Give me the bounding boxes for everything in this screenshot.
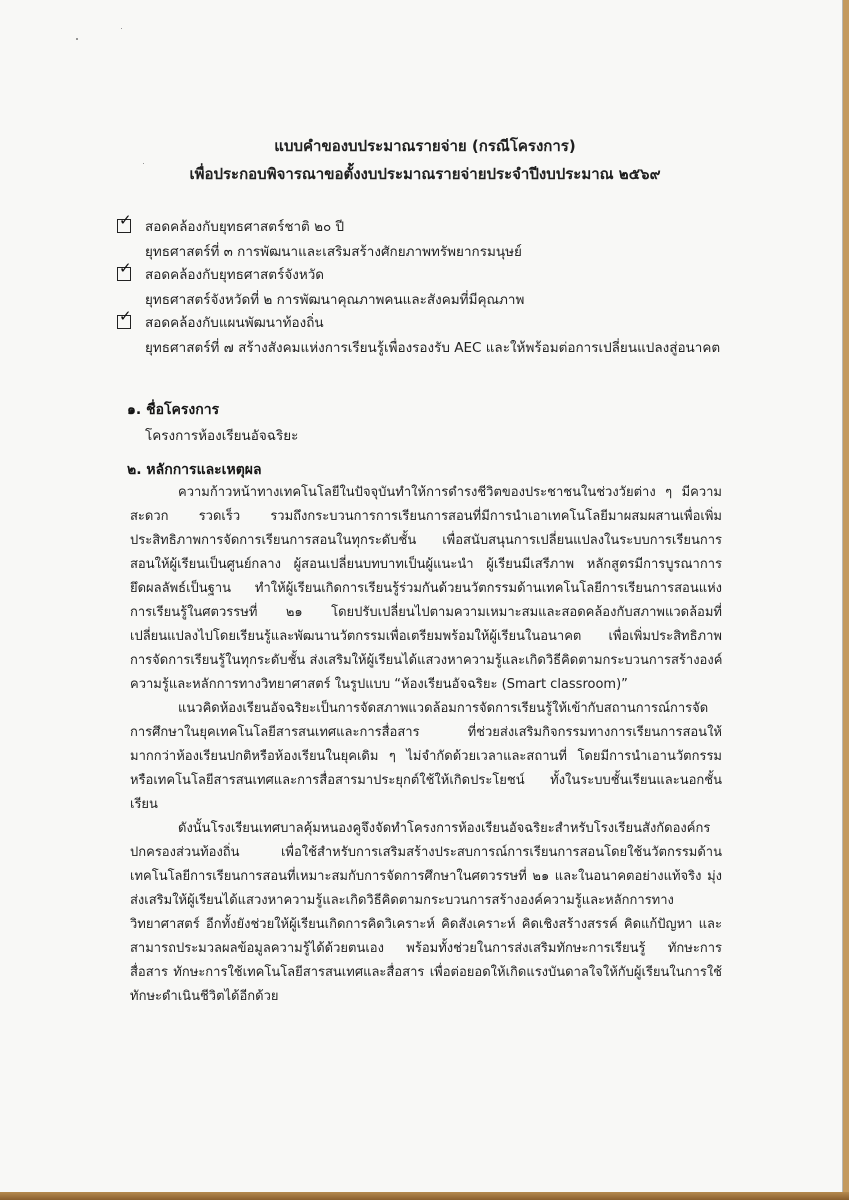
rationale-line: การศึกษาในยุคเทคโนโลยีสารสนเทศและการสื่อสาร ที่ช่วยส่งเสริมกิจกรรมทางการเรียนการสอนให้ [130, 725, 722, 740]
rationale-line: มากกว่าห้องเรียนปกติหรือห้องเรียนในยุคเดิม ๆ ไม่จำกัดด้วยเวลาและสถานที่ โดยมีการนำเอานวัตกรรม [130, 749, 722, 764]
rationale-line: ดังนั้นโรงเรียนเทศบาลคุ้มหนองคูจึงจัดทำโครงการห้องเรียนอัจฉริยะสำหรับโรงเรียนสังกัดองค์กร [178, 821, 711, 836]
rationale-line: สามารถประมวลผลข้อมูลความรู้ได้ด้วยตนเอง พร้อมทั้งช่วยในการส่งเสริมทักษะการเรียนรู้ ทักษะการ [130, 941, 722, 956]
rationale-line: แนวคิดห้องเรียนอัจฉริยะเป็นการจัดสภาพแวดล้อมการจัดการเรียนรู้ให้เข้ากับสถานการณ์การจัด [178, 701, 709, 716]
paper-speck [76, 38, 78, 40]
rationale-line: เรียน [130, 797, 158, 812]
checkbox-national-strategy[interactable] [117, 211, 132, 233]
document-title-line1: แบบคำของบประมาณรายจ่าย (กรณีโครงการ) [274, 137, 576, 155]
national-strategy-label: สอดคล้องกับยุทธศาสตร์ชาติ ๒๐ ปี [145, 219, 345, 235]
checkbox-provincial-strategy[interactable] [117, 259, 132, 281]
paper-background-edge [0, 1192, 849, 1200]
checkbox-local-plan[interactable] [117, 307, 132, 329]
project-name: โครงการห้องเรียนอัจฉริยะ [145, 428, 299, 444]
section1-heading: ๑. ชื่อโครงการ [127, 402, 220, 418]
rationale-line: ส่งเสริมให้ผู้เรียนได้แสวงหาความรู้และเกิดวิธีคิดตามกระบวนการสร้างองค์ความรู้และหลักการทาง [130, 893, 674, 908]
rationale-line: ความรู้และหลักการทางวิทยาศาสตร์ ในรูปแบบ “ห้องเรียนอัจฉริยะ (Smart classroom)” [130, 677, 628, 692]
local-plan-detail: ยุทธศาสตร์ที่ ๗ สร้างสังคมแห่งการเรียนรู้เพื่องรองรับ AEC และให้พร้อมต่อการเปลี่ยนแปลงสู่อนาคต [145, 340, 721, 356]
rationale-line: สื่อสาร ทักษะการใช้เทคโนโลยีสารสนเทศและสื่อสาร เพื่อต่อยอดให้เกิดแรงบันดาลใจให้กับผู้เรียนในการใช้ [130, 965, 722, 980]
rationale-line: ความก้าวหน้าทางเทคโนโลยีในปัจจุบันทำให้การดำรงชีวิตของประชาชนในช่วงวัยต่าง ๆ มีความ [178, 485, 722, 500]
rationale-line: ทักษะดำเนินชีวิตได้อีกด้วย [130, 989, 279, 1004]
rationale-line: หรือเทคโนโลยีสารสนเทศและการสื่อสารมาประยุกต์ใช้ให้เกิดประโยชน์ ทั้งในระบบชั้นเรียนและนอกชั้น [130, 773, 722, 788]
rationale-line: สะดวก รวดเร็ว รวมถึงกระบวนการการเรียนการสอนที่มีการนำเอาเทคโนโลยีมาผสมผสานเพื่อเพิ่ม [130, 509, 722, 524]
provincial-strategy-label: สอดคล้องกับยุทธศาสตร์จังหวัด [145, 267, 325, 283]
checkmark-icon: ✓ [119, 211, 132, 229]
document-title-line2: เพื่อประกอบพิจารณาขอตั้งงบประมาณรายจ่ายประจำปีงบประมาณ ๒๕๖๙ [189, 165, 661, 183]
rationale-line: ประสิทธิภาพการจัดการเรียนการสอนในทุกระดับชั้น เพื่อสนับสนุนการเปลี่ยนแปลงในระบบการเรียนการ [130, 533, 722, 548]
rationale-line: การจัดการเรียนรู้ในทุกระดับชั้น ส่งเสริมให้ผู้เรียนได้แสวงหาความรู้และเกิดวิธีคิดตามกระบวนการสร้างองค์ [130, 653, 722, 668]
rationale-line: เปลี่ยนแปลงไปโดยเรียนรู้และพัฒนานวัตกรรมเพื่อเตรียมพร้อมให้ผู้เรียนในอนาคต เพื่อเพิ่มประสิทธิภาพ [130, 629, 722, 644]
provincial-strategy-detail: ยุทธศาสตร์จังหวัดที่ ๒ การพัฒนาคุณภาพคนและสังคมที่มีคุณภาพ [145, 292, 525, 308]
section2-heading: ๒. หลักการและเหตุผล [127, 462, 262, 478]
paper-speck [121, 28, 122, 29]
rationale-line: สอนให้ผู้เรียนเป็นศูนย์กลาง ผู้สอนเปลี่ยนบทบาทเป็นผู้แนะนำ ผู้เรียนมีเสรีภาพ หลักสูตรมีการบูรณาการ [130, 557, 722, 572]
rationale-line: ยึดผลลัพธ์เป็นฐาน ทำให้ผู้เรียนเกิดการเรียนรู้ร่วมกันด้วยนวัตกรรมด้านเทคโนโลยีการเรียนการสอนแห่ง [130, 581, 722, 596]
local-plan-label: สอดคล้องกับแผนพัฒนาท้องถิ่น [145, 315, 324, 331]
checkmark-icon: ✓ [119, 259, 132, 277]
rationale-line: ปกครองส่วนท้องถิ่น เพื่อใช้สำหรับการเสริมสร้างประสบการณ์การเรียนการสอนโดยใช้นวัตกรรมด้าน [130, 845, 722, 860]
national-strategy-detail: ยุทธศาสตร์ที่ ๓ การพัฒนาและเสริมสร้างศักยภาพทรัพยากรมนุษย์ [145, 244, 522, 260]
rationale-line: การเรียนรู้ในศตวรรษที่ ๒๑ โดยปรับเปลี่ยนไปตามความเหมาะสมและสอดคล้องกับสภาพแวดล้อมที่ [130, 605, 722, 620]
rationale-line: เทคโนโลยีการเรียนการสอนที่เหมาะสมกับการจัดการศึกษาในศตวรรษที่ ๒๑ และในอนาคตอย่างแท้จริง มุ่ง [130, 869, 722, 884]
rationale-line: วิทยาศาสตร์ อีกทั้งยังช่วยให้ผู้เรียนเกิดการคิดวิเคราะห์ คิดสังเคราะห์ คิดเชิงสร้างสรรค์ คิดแก้ปัญหา และ [130, 917, 722, 932]
checkmark-icon: ✓ [119, 307, 132, 325]
